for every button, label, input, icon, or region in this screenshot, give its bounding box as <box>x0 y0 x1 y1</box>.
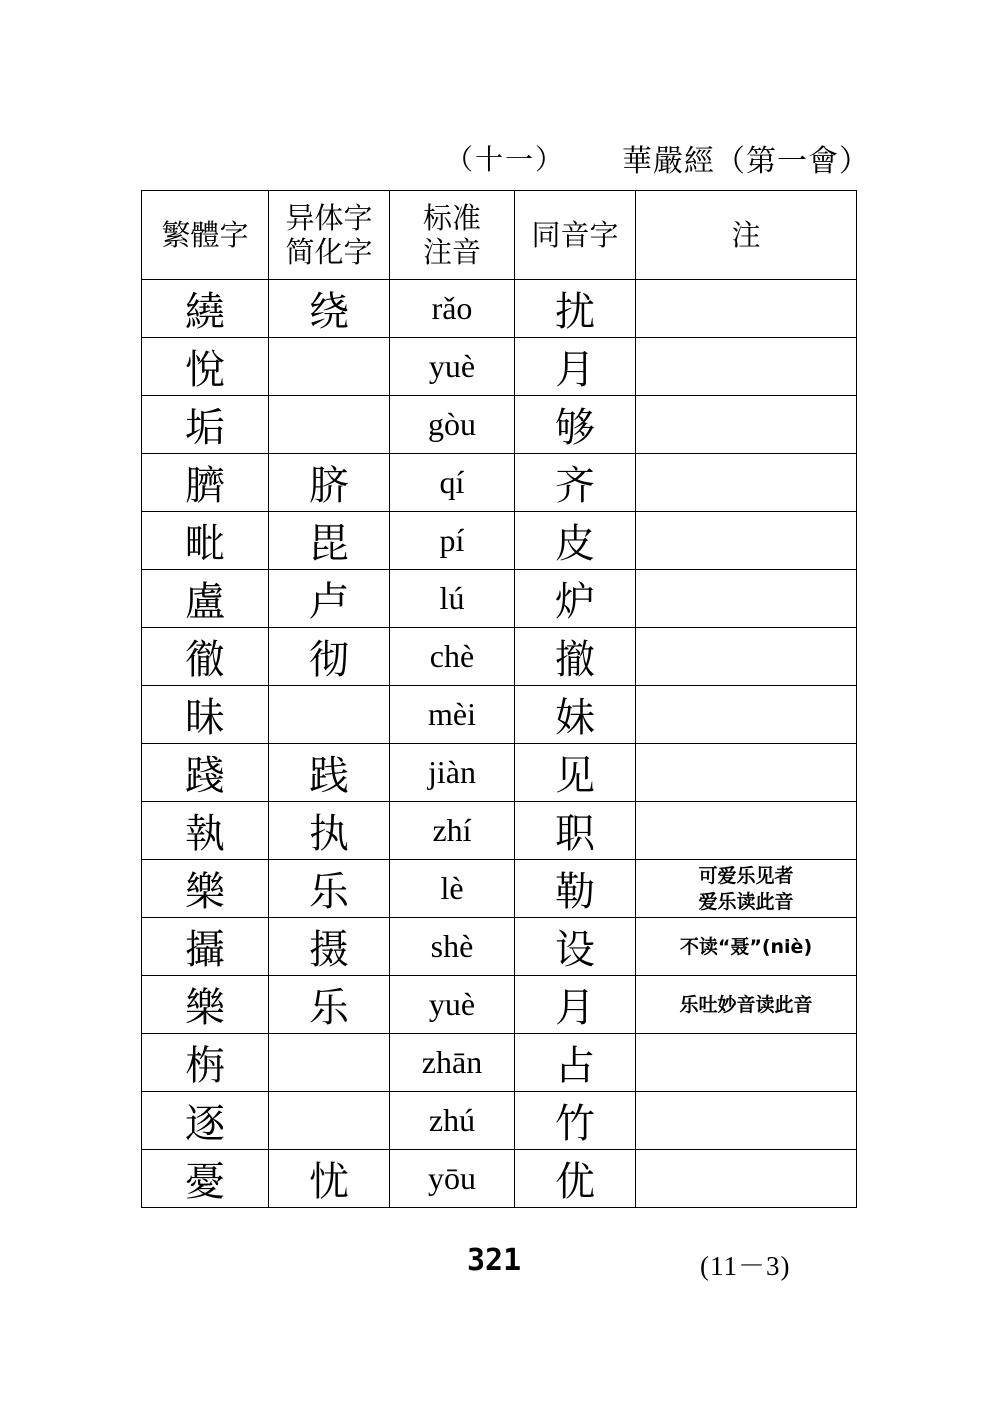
cell-traditional: 昧 <box>142 686 269 744</box>
cell-note <box>636 1092 857 1150</box>
cell-pinyin: qí <box>390 454 515 512</box>
cell-traditional: 踐 <box>142 744 269 802</box>
cell-pinyin: gòu <box>390 396 515 454</box>
page-reference: (11－3) <box>700 1251 791 1281</box>
cell-note <box>636 628 857 686</box>
cell-pinyin: yuè <box>390 338 515 396</box>
cell-traditional: 繞 <box>142 280 269 338</box>
cell-simplified: 乐 <box>269 860 390 918</box>
cell-simplified: 践 <box>269 744 390 802</box>
cell-pinyin: yōu <box>390 1150 515 1208</box>
table-row <box>142 686 857 744</box>
cell-note <box>636 1150 857 1208</box>
table-row <box>142 1092 857 1150</box>
cell-traditional: 悅 <box>142 338 269 396</box>
header-traditional: 繁體字 <box>142 191 269 280</box>
cell-note <box>636 454 857 512</box>
cell-simplified <box>269 686 390 744</box>
table-row <box>142 628 857 686</box>
cell-traditional: 栴 <box>142 1034 269 1092</box>
cell-note <box>636 396 857 454</box>
header-variant-simplified: 异体字 简化字 <box>269 191 390 280</box>
cell-homophone: 职 <box>515 802 636 860</box>
cell-homophone: 扰 <box>515 280 636 338</box>
cell-homophone: 设 <box>515 918 636 976</box>
cell-simplified: 脐 <box>269 454 390 512</box>
cell-note: 可爱乐见者 爱乐读此音 <box>636 860 857 918</box>
pronunciation-table <box>141 190 857 1208</box>
section-number: （十一） <box>445 143 566 176</box>
table-row <box>142 976 857 1034</box>
cell-homophone: 占 <box>515 1034 636 1092</box>
cell-pinyin: yuè <box>390 976 515 1034</box>
cell-simplified <box>269 396 390 454</box>
cell-traditional: 憂 <box>142 1150 269 1208</box>
cell-homophone: 够 <box>515 396 636 454</box>
cell-simplified <box>269 1034 390 1092</box>
cell-homophone: 竹 <box>515 1092 636 1150</box>
cell-simplified: 执 <box>269 802 390 860</box>
cell-pinyin: pí <box>390 512 515 570</box>
cell-note: 乐吐妙音读此音 <box>636 976 857 1034</box>
cell-simplified: 毘 <box>269 512 390 570</box>
cell-homophone: 皮 <box>515 512 636 570</box>
cell-homophone: 炉 <box>515 570 636 628</box>
cell-note <box>636 686 857 744</box>
page-number: 321 <box>467 1243 522 1278</box>
sutra-title: 華嚴經（第一會） <box>622 144 870 179</box>
cell-note <box>636 338 857 396</box>
cell-pinyin: lú <box>390 570 515 628</box>
table-row <box>142 454 857 512</box>
cell-traditional: 攝 <box>142 918 269 976</box>
table-row <box>142 918 857 976</box>
cell-traditional: 執 <box>142 802 269 860</box>
cell-pinyin: jiàn <box>390 744 515 802</box>
cell-pinyin: zhú <box>390 1092 515 1150</box>
cell-note: 不读“聂”(niè) <box>636 918 857 976</box>
table-row <box>142 570 857 628</box>
cell-note <box>636 512 857 570</box>
table-row <box>142 280 857 338</box>
cell-homophone: 齐 <box>515 454 636 512</box>
cell-traditional: 毗 <box>142 512 269 570</box>
cell-homophone: 勒 <box>515 860 636 918</box>
table-row <box>142 860 857 918</box>
table-row <box>142 1034 857 1092</box>
cell-homophone: 撤 <box>515 628 636 686</box>
table-row <box>142 512 857 570</box>
cell-traditional: 臍 <box>142 454 269 512</box>
cell-simplified <box>269 1092 390 1150</box>
cell-homophone: 妹 <box>515 686 636 744</box>
cell-homophone: 月 <box>515 976 636 1034</box>
cell-simplified: 绕 <box>269 280 390 338</box>
cell-pinyin: shè <box>390 918 515 976</box>
cell-homophone: 月 <box>515 338 636 396</box>
header-note: 注 <box>636 191 857 280</box>
header-homophone: 同音字 <box>515 191 636 280</box>
table-header-row <box>142 191 857 280</box>
cell-pinyin: zhí <box>390 802 515 860</box>
cell-traditional: 樂 <box>142 860 269 918</box>
cell-note <box>636 744 857 802</box>
cell-simplified: 卢 <box>269 570 390 628</box>
cell-simplified: 乐 <box>269 976 390 1034</box>
table-row <box>142 396 857 454</box>
table-row <box>142 744 857 802</box>
cell-pinyin: rǎo <box>390 280 515 338</box>
cell-traditional: 徹 <box>142 628 269 686</box>
cell-traditional: 逐 <box>142 1092 269 1150</box>
cell-simplified <box>269 338 390 396</box>
cell-pinyin: chè <box>390 628 515 686</box>
cell-simplified: 忧 <box>269 1150 390 1208</box>
cell-pinyin: zhān <box>390 1034 515 1092</box>
table-row <box>142 1150 857 1208</box>
cell-note <box>636 570 857 628</box>
cell-note <box>636 1034 857 1092</box>
cell-pinyin: lè <box>390 860 515 918</box>
cell-homophone: 优 <box>515 1150 636 1208</box>
cell-simplified: 摄 <box>269 918 390 976</box>
cell-traditional: 樂 <box>142 976 269 1034</box>
cell-note <box>636 280 857 338</box>
cell-simplified: 彻 <box>269 628 390 686</box>
table-row <box>142 338 857 396</box>
cell-homophone: 见 <box>515 744 636 802</box>
table-row <box>142 802 857 860</box>
cell-traditional: 垢 <box>142 396 269 454</box>
cell-note <box>636 802 857 860</box>
cell-traditional: 盧 <box>142 570 269 628</box>
header-standard-pinyin: 标准 注音 <box>390 191 515 280</box>
cell-pinyin: mèi <box>390 686 515 744</box>
